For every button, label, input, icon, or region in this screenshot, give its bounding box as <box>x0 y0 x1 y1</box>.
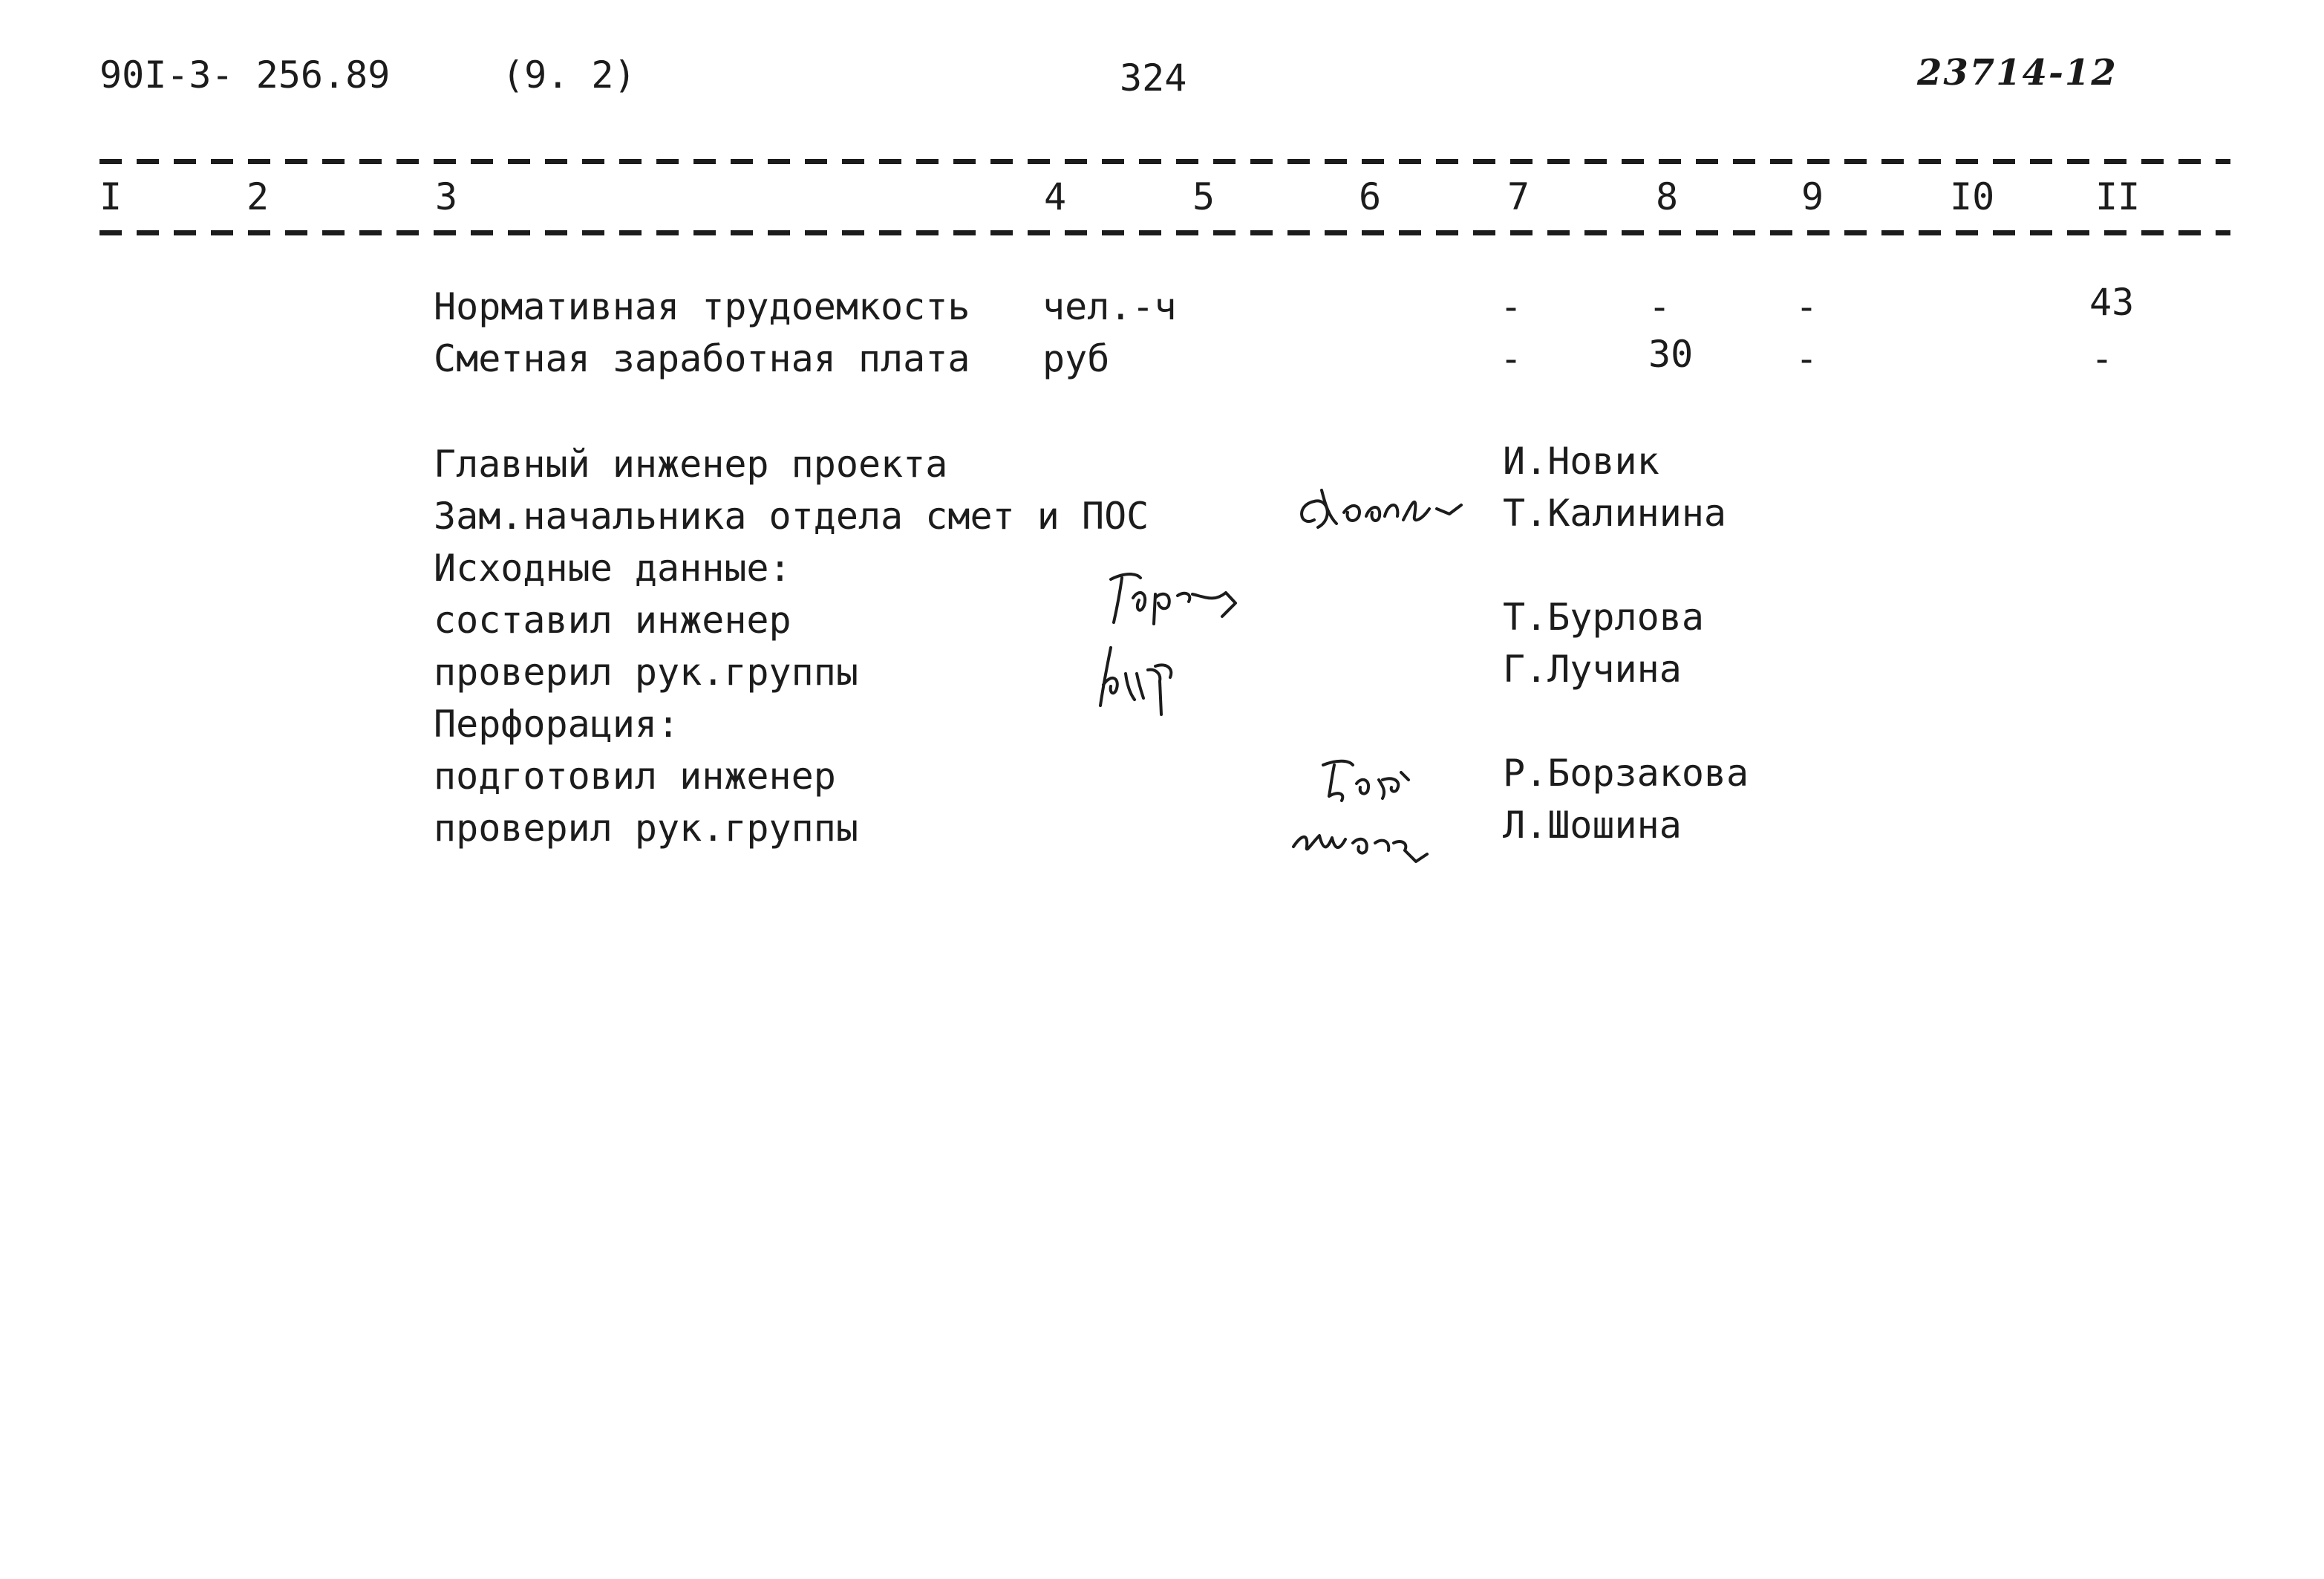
section-heading-perforation: Перфорация: <box>434 703 680 746</box>
signature-role-compiled-by: составил инженер <box>434 599 791 642</box>
column-header-5: 5 <box>1192 175 1215 218</box>
signature-name-kalinina: Т.Калинина <box>1503 492 1727 535</box>
row-2-col9: - <box>1795 337 1818 380</box>
row-2-col7: - <box>1500 337 1523 380</box>
column-header-1: I <box>99 175 123 218</box>
signature-role-chief-engineer: Главный инженер проекта <box>434 443 948 486</box>
row-2-col11: - <box>2091 337 2114 380</box>
column-header-11: II <box>2095 175 2141 218</box>
signature-role-deputy-head: Зам.начальника отдела смет и ПОС <box>434 495 1149 538</box>
row-1-col11: 43 <box>2089 281 2135 324</box>
section-heading-source-data: Исходные данные: <box>434 547 791 590</box>
column-header-8: 8 <box>1656 175 1679 218</box>
column-header-2: 2 <box>247 175 270 218</box>
signature-name-shoshina: Л.Шошина <box>1503 804 1682 847</box>
handwritten-signature-luchina <box>1096 640 1200 722</box>
section-number: (9. 2) <box>502 53 636 97</box>
table-header-rule <box>99 230 2230 235</box>
handwritten-signature-burlova <box>1103 564 1252 639</box>
signature-name-burlova: Т.Бурлова <box>1503 596 1704 639</box>
row-1-name: Нормативная трудоемкость <box>434 285 970 328</box>
inventory-number: 23714-12 <box>1917 52 2118 94</box>
row-1-col7: - <box>1500 285 1523 328</box>
handwritten-signature-shoshina <box>1286 810 1449 869</box>
page-number: 324 <box>1120 56 1187 100</box>
column-header-6: 6 <box>1359 175 1382 218</box>
row-1-col8: - <box>1648 285 1671 328</box>
column-header-3: 3 <box>435 175 458 218</box>
row-2-unit: руб <box>1042 337 1110 380</box>
column-header-7: 7 <box>1507 175 1530 218</box>
column-header-4: 4 <box>1044 175 1067 218</box>
row-2-name: Сметная заработная плата <box>434 337 970 380</box>
signature-name-novik: И.Новик <box>1503 440 1659 483</box>
column-header-9: 9 <box>1801 175 1824 218</box>
row-1-unit: чел.-ч <box>1042 285 1177 328</box>
row-2-col8: 30 <box>1648 333 1694 376</box>
handwritten-signature-borzakova <box>1316 750 1427 810</box>
signature-role-checked-by: проверил рук.группы <box>434 651 858 694</box>
row-1-col9: - <box>1795 285 1818 328</box>
document-code: 90I-3- 256.89 <box>99 53 391 97</box>
handwritten-signature-kalinina <box>1292 475 1492 542</box>
signature-name-luchina: Г.Лучина <box>1503 648 1682 691</box>
table-top-rule <box>99 159 2230 164</box>
signature-name-borzakova: Р.Борзакова <box>1503 752 1749 795</box>
signature-role-prepared-by: подготовил инженер <box>434 755 836 798</box>
signature-role-checked-by-2: проверил рук.группы <box>434 807 858 850</box>
column-header-10: I0 <box>1950 175 1995 218</box>
